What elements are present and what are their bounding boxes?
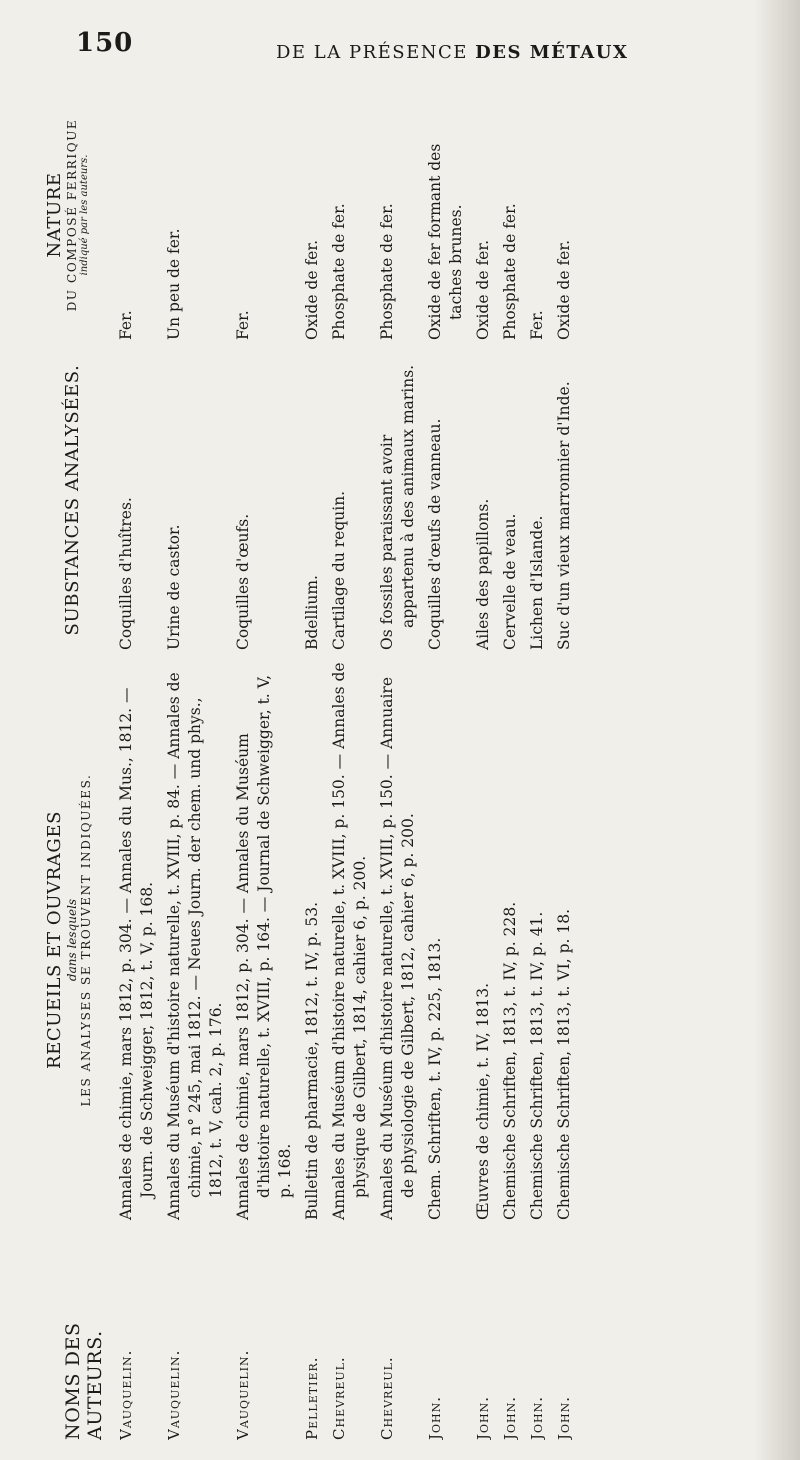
column-header-authors: NOMS DES AUTEURS.	[62, 1322, 106, 1440]
author-cell: John.	[528, 1395, 546, 1440]
author-cell: John.	[426, 1395, 444, 1440]
author-cell: Chevreul.	[378, 1356, 396, 1440]
reference-cell: Annales du Muséum d'histoire naturelle, t. XVIII, p. 150. — Annales de physique de Gilbert, 1814, cahier 6, p. 200.	[330, 662, 369, 1220]
nature-subtitle: DU COMPOSÉ FERRIQUE	[65, 118, 79, 312]
substance-cell: Suc d'un vieux marronnier d'Inde.	[555, 381, 573, 650]
author-cell: Vauquelin.	[234, 1349, 252, 1440]
reference-cell: Œuvres de chimie, t. IV, 1813.	[474, 982, 492, 1220]
reference-cell: Chem. Schriften, t. IV, p. 225, 1813.	[426, 937, 444, 1220]
nature-cell: Phosphate de fer.	[378, 203, 396, 340]
author-cell: John.	[555, 1395, 573, 1440]
reference-cell: Chemische Schriften, 1813, t. VI, p. 18.	[555, 909, 573, 1220]
reference-cell: Chemische Schriften, 1813, t. IV, p. 41.	[528, 911, 546, 1220]
nature-title: NATURE	[44, 172, 65, 258]
reference-cell: Bulletin de pharmacie, 1812, t. IV, p. 53.	[303, 901, 321, 1220]
substance-cell: Cervelle de veau.	[501, 513, 519, 650]
references-title: RECUEILS ET OUVRAGES	[44, 810, 65, 1070]
author-cell: Vauquelin.	[117, 1349, 135, 1440]
substance-cell: Lichen d'Islande.	[528, 515, 546, 650]
nature-cell: Oxide de fer formant des taches brunes.	[426, 143, 465, 340]
substance-cell: Coquilles d'œufs de vanneau.	[426, 418, 444, 650]
substance-cell: Coquilles d'œufs.	[234, 513, 252, 650]
nature-cell: Fer.	[117, 310, 135, 340]
nature-caption: indiqué par les auteurs.	[79, 154, 90, 276]
author-cell: Chevreul.	[330, 1356, 348, 1440]
nature-cell: Fer.	[234, 310, 252, 340]
page-number: 150	[76, 28, 134, 58]
nature-cell: Oxide de fer.	[555, 240, 573, 340]
reference-cell: Annales de chimie, mars 1812, p. 304. — Annales du Mus., 1812. — Journ. de Schweigger, 1812, t. V, p. 168.	[117, 687, 156, 1220]
references-caption: LES ANALYSES SE TROUVENT INDIQUÉES.	[79, 773, 93, 1107]
running-title-part2: DES MÉTAUX	[475, 42, 629, 63]
reference-cell: Annales du Muséum d'histoire naturelle, t. XVIII, p. 150. — Annuaire de physiologie de Gilbert, 1812, cahier 6, p. 200.	[378, 677, 417, 1220]
column-header-substances	[40, 350, 114, 650]
reference-cell: Annales du Muséum d'histoire naturelle, t. XVIII, p. 84. — Annales de chimie, n° 245, mai 1812. — Neues Journ. der chem. und phys., 1812, t. V, cah. 2, p. 176.	[165, 672, 225, 1220]
substance-cell: Urine de castor.	[165, 524, 183, 650]
column-header-references	[40, 660, 114, 1220]
nature-cell: Oxide de fer.	[303, 240, 321, 340]
rotated-table-area	[40, 80, 760, 1440]
column-header-nature	[40, 90, 114, 340]
reference-cell: Chemische Schriften, 1813, t. IV, p. 228.	[501, 901, 519, 1220]
running-title-part1: DE LA PRÉSENCE	[276, 42, 468, 63]
author-cell: John.	[501, 1395, 519, 1440]
substance-cell: Os fossiles paraissant avoir appartenu à des animaux marins.	[378, 364, 417, 650]
page-header	[70, 28, 670, 76]
author-cell: Pelletier.	[303, 1356, 321, 1440]
running-title	[276, 42, 628, 63]
nature-cell: Oxide de fer.	[474, 240, 492, 340]
nature-cell: Phosphate de fer.	[330, 203, 348, 340]
page-edge-shadow	[754, 0, 800, 1460]
nature-cell: Un peu de fer.	[165, 228, 183, 340]
rotated-table	[40, 80, 760, 1440]
substance-cell: Coquilles d'huîtres.	[117, 497, 135, 650]
reference-cell: Annales de chimie, mars 1812, p. 304. — Annales du Muséum d'histoire naturelle, t. XVIII, p. 164. — Journal de Schweigger, t. V, p. 168.	[234, 674, 294, 1220]
nature-cell: Fer.	[528, 310, 546, 340]
author-cell: John.	[474, 1395, 492, 1440]
references-subtitle: dans lesquels	[65, 898, 79, 982]
substances-title: SUBSTANCES ANALYSÉES.	[62, 364, 83, 636]
substance-cell: Bdellium.	[303, 575, 321, 650]
analysis-table	[40, 80, 579, 1440]
nature-cell: Phosphate de fer.	[501, 203, 519, 340]
substance-cell: Cartilage du requin.	[330, 490, 348, 650]
author-cell: Vauquelin.	[165, 1349, 183, 1440]
substance-cell: Ailes des papillons.	[474, 498, 492, 650]
